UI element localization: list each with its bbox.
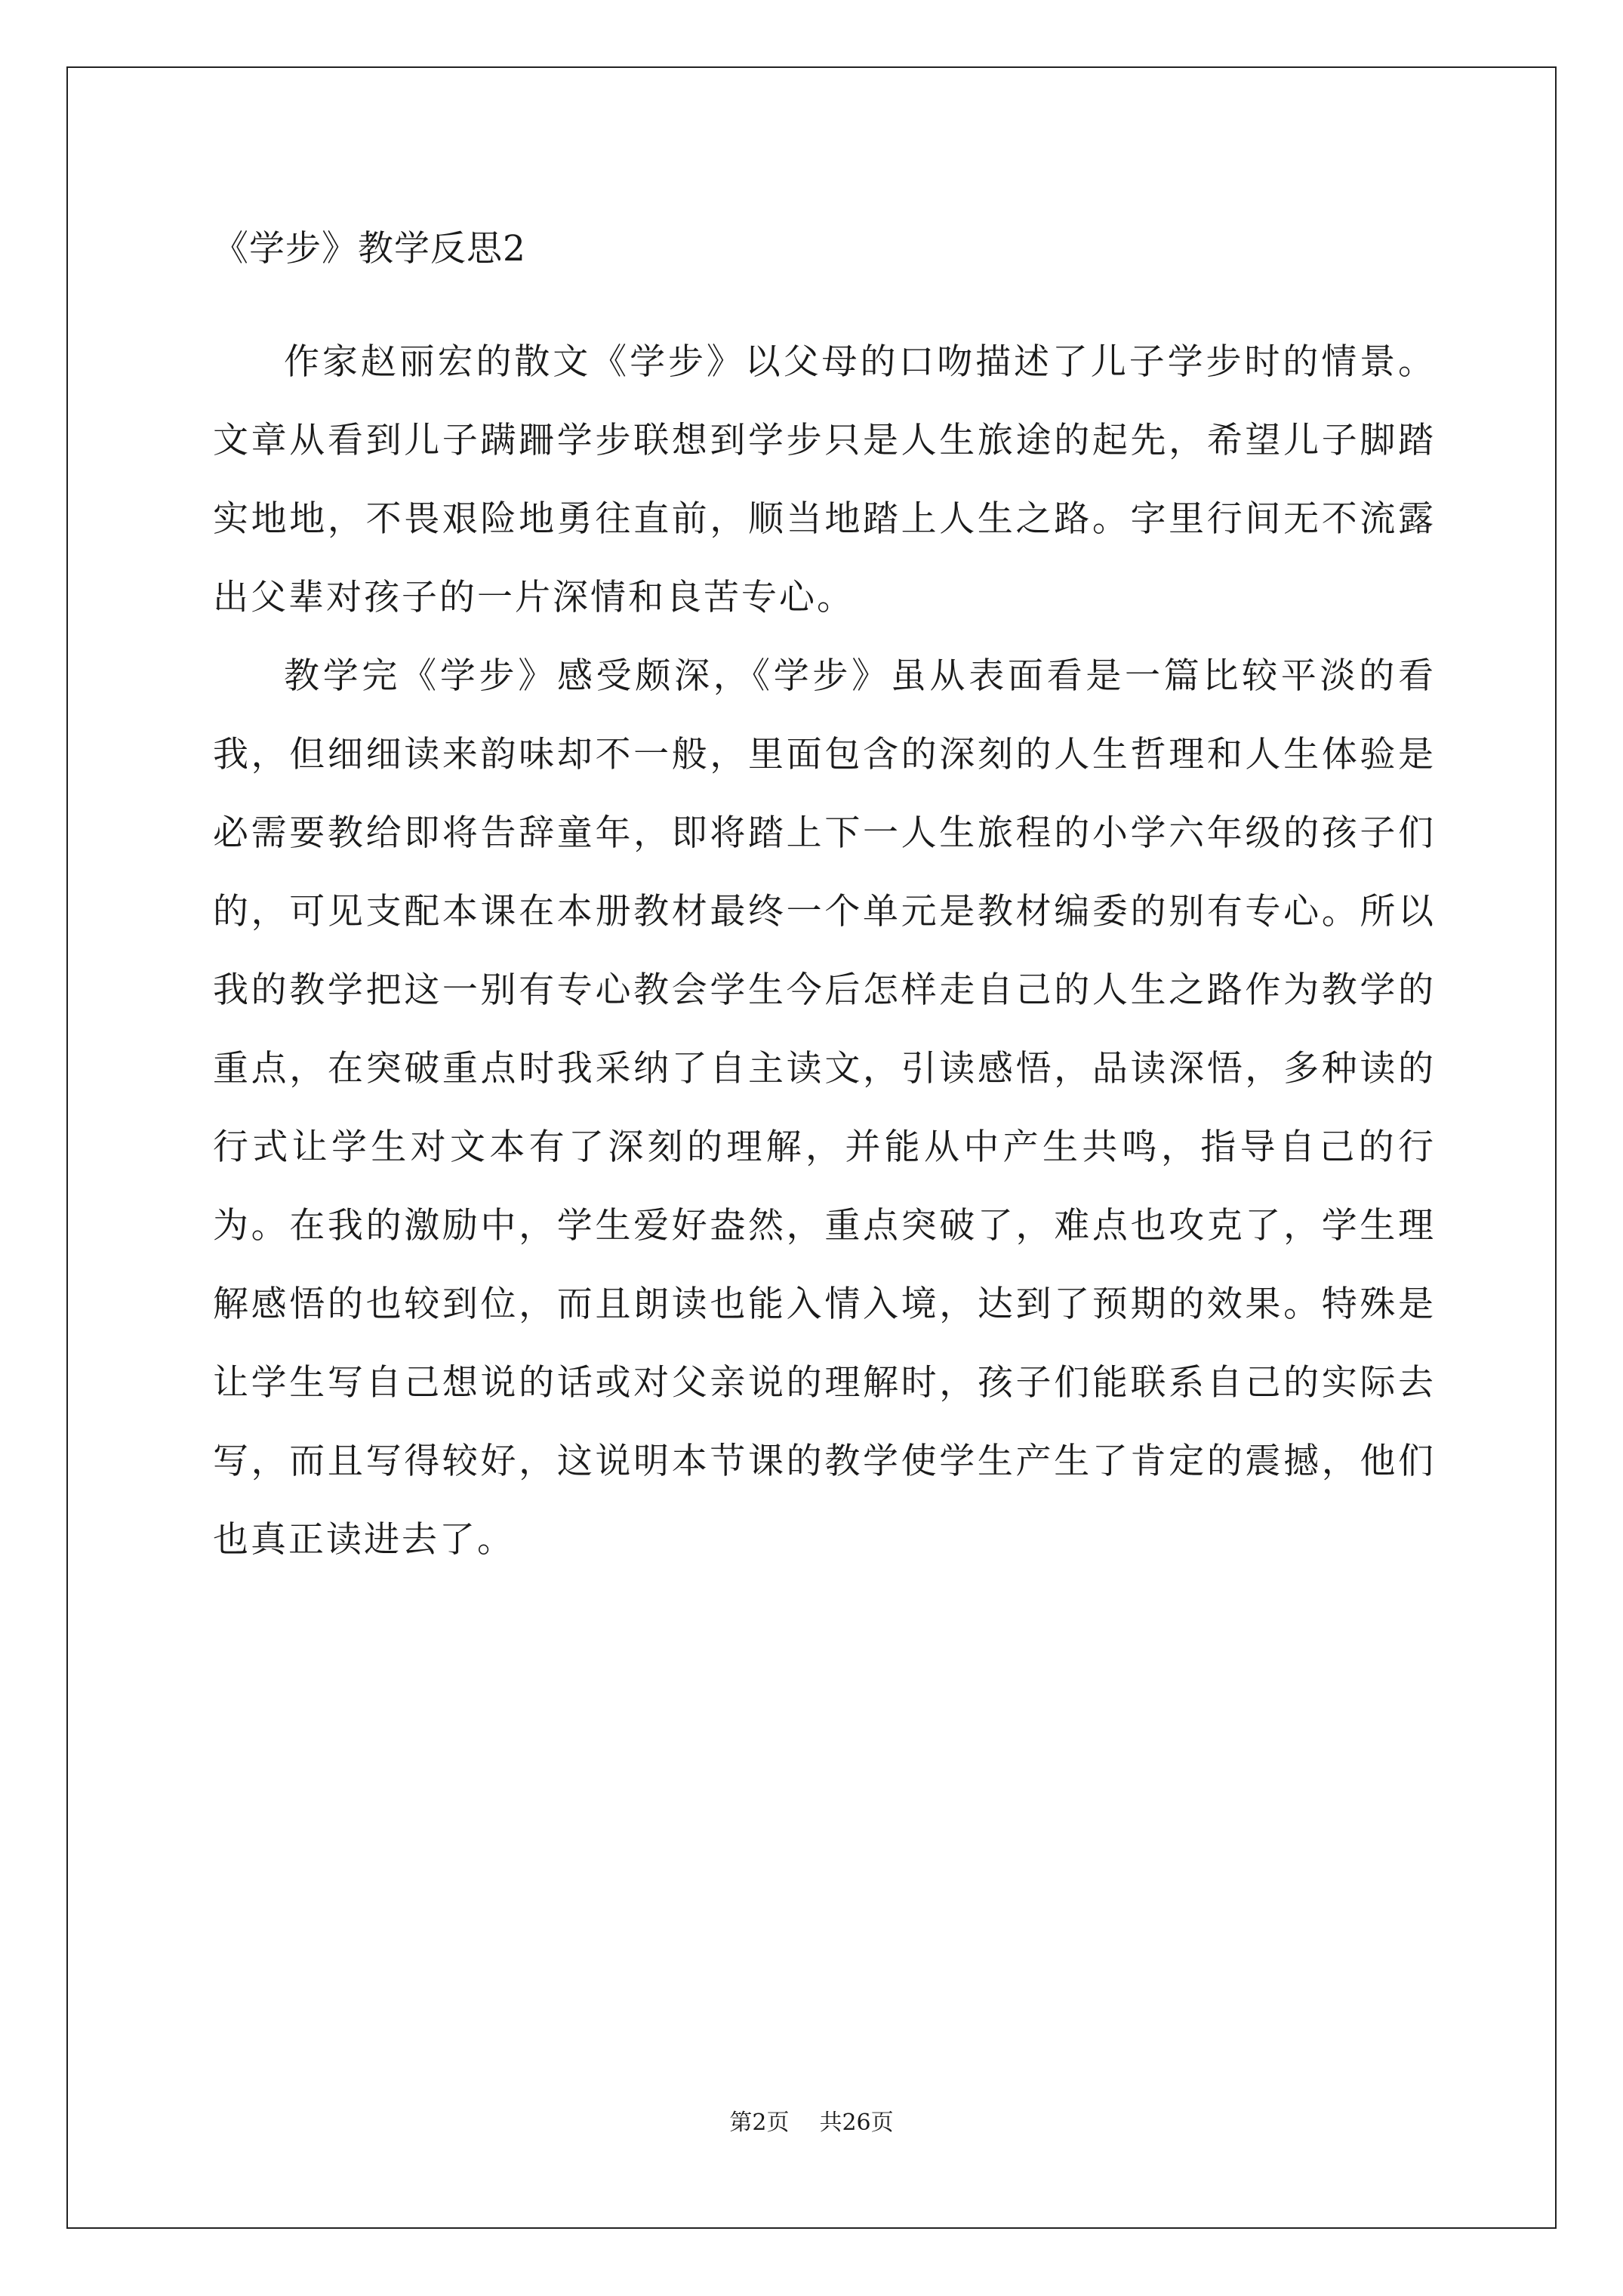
document-title: 《学步》教学反思2 [213,228,526,270]
paragraph-2: 教学完《学步》感受颇深，《学步》虽从表面看是一篇比较平淡的看我，但细细读来韵味却不一般，里面包含的深刻的人生哲理和人生体验是必需要教给即将告辞童年，即将踏上下一人生旅程的小学六年级的孩子们的，可见支配本课在本册教材最终一个单元是教材编委的别有专心。所以我的教学把这一别有专心教会学生今后怎样走自己的人生之路作为教学的重点，在突破重点时我采纳了自主读文，引读感悟，品读深悟，多种读的行式让学生对文本有了深刻的理解，并能从中产生共鸣，指导自己的行为。在我的激励中，学生爱好盎然，重点突破了，难点也攻克了，学生理解感悟的也较到位，而且朗读也能入情入境，达到了预期的效果。特殊是让学生写自己想说的话或对父亲说的理解时，孩子们能联系自己的实际去写，而且写得较好，这说明本节课的教学使学生产生了肯定的震撼，他们也真正读进去了。 [213,655,1436,1561]
paragraph-1: 作家赵丽宏的散文《学步》以父母的口吻描述了儿子学步时的情景。文章从看到儿子蹒跚学步联想到学步只是人生旅途的起先，希望儿子脚踏实地地，不畏艰险地勇往直前，顺当地踏上人生之路。字里行间无不流露出父辈对孩子的一片深情和良苦专心。 [213,341,1436,618]
page-footer [0,2108,1623,2138]
page-total: 共26页 [819,2110,894,2136]
document-body [213,219,1436,1579]
page-number: 第2页 [729,2110,790,2136]
